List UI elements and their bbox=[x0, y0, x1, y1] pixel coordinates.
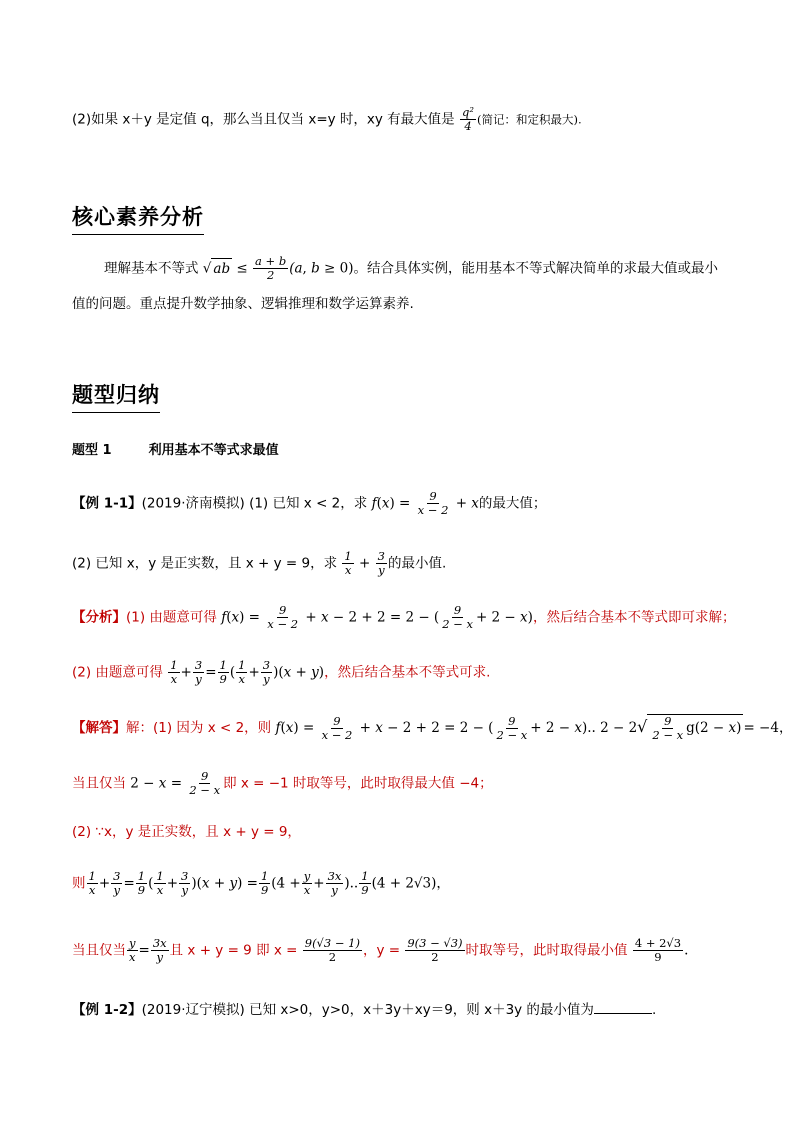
example-1-2-line: 【例 1-2】(2019·辽宁模拟) 已知 x>0，y>0，x＋3y＋xy＝9，则 x＋3y 的最小值为 . bbox=[72, 999, 656, 1020]
example-1-1-line1: 【例 1-1】(2019·济南模拟) (1) 已知 x < 2，求 f(x) = $\frac{9}{x - 2}$ + x的最大值； bbox=[72, 489, 547, 517]
intro-text: (2)如果 x＋y 是定值 q，那么当且仅当 x=y 时，xy 有最大值是 bbox=[72, 111, 455, 128]
solution-line1: 【解答】解：(1) 因为 x < 2，则 f(x) = $\frac{9}{x - 2}$ + x − 2 + 2 = 2 − ( $\frac{9}{2 - x}$ + 2 − x).. 2 − 2√ $\frac{9}{2 - x}$ g(2 − x) = −4， bbox=[72, 713, 793, 742]
type-heading bbox=[72, 439, 279, 458]
solution-line3: (2) ∵x，y 是正实数，且 x + y = 9， bbox=[72, 824, 301, 840]
solution-line5: 当且仅当 $\frac{y}{x}$ = $\frac{3x}{y}$ 且 x + y = 9 即 x = $\frac{9(√3 - 1)}{2}$ ，y = $\frac{9(3 - √3)}{2}$ 时取等号，此时取得最小值 $\frac{4 + 2√3}{9}$ . bbox=[72, 936, 689, 964]
type-label: 题型 1 bbox=[72, 443, 112, 458]
section-heading-core: 核心素养分析 bbox=[72, 201, 204, 235]
example-1-1-line2: (2) 已知 x，y 是正实数，且 x + y = 9，求 $\frac{1}{x}$ + $\frac{3}{y}$ 的最小值. bbox=[72, 549, 447, 577]
type-title: 利用基本不等式求最值 bbox=[148, 443, 279, 458]
answer-blank[interactable] bbox=[594, 999, 652, 1014]
solution-line2: 当且仅当 2 − x = $\frac{9}{2 - x}$ 即 x = −1 时取等号，此时取得最大值 −4； bbox=[72, 769, 493, 797]
intro-note: (简记：和定积最大). bbox=[476, 112, 582, 127]
solution-line4: 则 $\frac{1}{x}$ + $\frac{3}{y}$ = $\frac{1}{9}$ ( $\frac{1}{x}$ + $\frac{3}{y}$ )(x + y) = $\frac{1}{9}$ (4 + $\frac{y}{x}$ + $\frac{3x}{y}$ ).. $\frac{1}{9}$ (4 + 2√3)， bbox=[72, 869, 450, 897]
core-paragraph-line1: 理解基本不等式 √ ab ≤ $\frac{a + b}{2}$ (a, b ≥ 0)。结合具体实例，能用基本不等式解决简单的求最大值或最小 bbox=[104, 254, 719, 282]
intro-fraction: $\frac{\text{q²}}{4}$ bbox=[461, 105, 474, 133]
solution-tag: 【解答】 bbox=[72, 720, 126, 736]
example-1-1-tag: 【例 1-1】 bbox=[72, 495, 142, 512]
analysis-line2: (2) 由题意可得 $\frac{1}{x}$ + $\frac{3}{y}$ = $\frac{1}{9}$ ( $\frac{1}{x}$ + $\frac{3}{y}$ )(x + y)，然后结合基本不等式可求. bbox=[72, 658, 491, 686]
intro-line bbox=[72, 106, 582, 133]
example-1-2-tag: 【例 1-2】 bbox=[72, 1002, 142, 1018]
core-paragraph-line2: 值的问题。重点提升数学抽象、逻辑推理和数学运算素养. bbox=[72, 296, 414, 312]
analysis-tag: 【分析】 bbox=[72, 609, 126, 626]
section-heading-types: 题型归纳 bbox=[72, 379, 160, 413]
analysis-line1: 【分析】(1) 由题意可得 f(x) = $\frac{9}{x - 2}$ + x − 2 + 2 = 2 − ( $\frac{9}{2 - x}$ + 2 − x)，然后结合基本不等式即可求解； bbox=[72, 603, 736, 631]
